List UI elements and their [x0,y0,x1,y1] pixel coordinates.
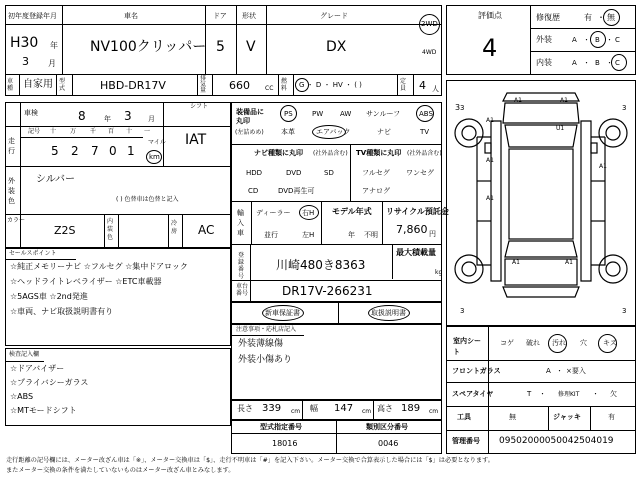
width-value: 147 [334,403,354,414]
navi-option: SD [324,169,334,177]
mileage-header-cell: 十 [50,128,57,135]
int-a: A [572,59,577,67]
seat-label: 室内シート [453,337,481,356]
reg-era: H30 [10,35,39,51]
ext-a: A [572,36,577,44]
handle-left: 左H [302,231,315,239]
inspector-note-item: ☆プライバシーガラス [10,378,89,387]
mark-a1-left-rear: A1 [486,195,494,202]
seat-scratch-circle [598,334,617,353]
cc-unit: CC [265,85,274,92]
header-divider [6,24,441,25]
exterior-color-note: ( ) 色替車は色替と記入 [116,196,179,203]
abs-circle [416,105,434,122]
color-no-label: カラー [7,217,26,224]
sales-points-title: セールスポイント [9,250,57,257]
model-year-unit: 年 [348,231,355,239]
navi-option: HDD [246,169,263,177]
chassis-number: DR17V-266231 [282,284,373,298]
mark-a1-front-left: A1 [514,97,522,104]
tools-label: 工具 [457,413,471,421]
exterior-label: 外装色 [8,177,15,205]
inspection-year: 8 [78,109,86,123]
right-side-shape [581,121,591,281]
wheel-rl-shape [455,255,483,283]
equipment-subtitle: (左詰めめ) [235,129,264,136]
equipment-option: サンルーフ [366,110,401,118]
footer-line2: またメーター交換の条件を満たしていないものはメーター改ざん車とみなします。 [6,467,235,474]
recycle-label: リサイクル預託金 [386,207,449,216]
spare-label: スペアタイヤ [452,390,494,398]
equipment-option: PW [312,110,324,118]
recycle-unit: 円 [429,230,436,238]
windshield-shape [505,125,577,147]
capacity-value: 4 [419,79,426,92]
navi-option: DVD再生可 [278,187,315,195]
drive-4wd: 4WD [422,49,437,56]
navi-title: ナビ種類に丸印 [254,149,303,157]
plate-number: 川崎480き8363 [276,258,366,272]
equipment-option: ナビ [377,128,391,136]
mileage-digit: 7 [91,144,99,158]
spare-t: T [527,390,532,398]
car-diagram [447,81,635,325]
mileage-label: 走行 [8,137,15,155]
reg-month-suffix: 月 [48,59,56,68]
height-unit: cm [429,408,439,415]
ac-value: AC [198,223,215,237]
model-year-unknown: 不明 [364,231,378,239]
int-c: C [615,59,620,67]
length-label: 長さ [237,404,253,413]
tv-option: フルセグ [362,169,390,177]
plate-label: 登録番号 [238,252,245,280]
mark-a1-front-right: A1 [560,97,568,104]
displacement-label: 排気量 [200,75,207,94]
bracket-rl-num: 3 [460,307,465,315]
spare-missing: 欠 [610,390,617,398]
ext-dot1: ・ [583,36,590,44]
jack-value: 有 [608,413,615,421]
windshield-dot: ・ [556,367,563,375]
length-unit: cm [291,408,301,415]
navi-option: DVD [286,169,302,177]
designation-value: 18016 [272,439,298,448]
door-count: 5 [216,39,225,55]
inspector-note-item: ☆ドアバイザー [10,364,65,373]
windshield-a: A [546,367,551,375]
seat-option: 穴 [580,339,587,347]
int-dot1: ・ [583,59,590,67]
ps-circle [280,105,297,122]
seat-option: 破れ [526,339,540,347]
mark-a1-rear-left: A1 [512,259,520,266]
mileage-digit: 2 [71,144,79,158]
color-no-value: Z2S [54,224,76,237]
tools-value: 無 [509,413,516,421]
max-load-label: 最大積載量 [396,248,436,257]
capacity-label: 定員 [400,78,407,92]
mile-label: マイル [148,139,166,146]
designation-label: 型式指定番号 [260,423,302,431]
inspection-month-unit: 月 [148,115,155,123]
hood-shape [503,103,579,123]
footer-line1: 走行距離の記号欄には、メーター改ざん車は「※」、メーター交換車は「$」、走行不明車は「#」を記入下さい。メーター交換で合算表示した場合には「$」は必要となります。 [6,457,494,464]
mark-u1-roof: U1 [556,125,565,132]
ext-label: 外装 [536,35,552,44]
import-label: 輸入車 [237,209,244,237]
sales-point-item: ☆純正メモリーナビ ☆フルセグ ☆集中ドアロック [10,262,188,271]
km-label: km [149,153,160,161]
recycle-amount: 7,860 [396,223,428,236]
capacity-unit: 人 [432,85,439,93]
navi-title-note: (社外品含む) [313,150,348,157]
reg-year-suffix: 年 [50,41,58,50]
exterior-color: シルバー [36,174,76,185]
wheel-fr-shape [599,119,627,147]
mark-a1-left-door: A1 [486,157,494,164]
ext-c: C [615,36,620,44]
drive-2wd: 2WD [421,20,438,28]
tv-title: TV種類に丸印 [356,149,402,157]
row2-box [5,74,442,96]
class-label: 類別区分番号 [366,423,408,431]
int-dot2: ・ [606,59,613,67]
damage-no: 無 [607,13,615,22]
mileage-header-cell: 記号 [28,128,41,135]
max-load-unit: kg [435,269,443,276]
rear-window-shape [505,241,577,257]
mgmt-number: 09502000050042504019 [499,436,614,446]
mileage-header-cell: 千 [90,128,97,135]
usage-label: 車種 [7,78,14,92]
shift-label: シフト [190,103,209,110]
mgmt-label: 管理番号 [452,437,480,445]
score-value: 4 [482,34,498,62]
model-year-label: モデル年式 [332,207,372,216]
mark-a1-side-left: A1 [486,117,494,124]
bracket-fl-num: 3 [460,104,465,112]
height-value: 189 [401,403,421,414]
reg-date-label: 初年度登録年月 [8,12,57,20]
inspection-month: 3 [124,109,132,123]
equipment-option: エアバック [316,128,351,136]
inspector-note-item: ☆ABS [10,392,34,401]
class-value: 0046 [378,439,399,448]
jack-label: ジャッキ [553,413,581,421]
warranty-manual: 取扱説明書 [371,309,406,317]
sales-point-item: ☆車両、ナビ取扱説明書有り [10,307,114,316]
windshield-label: フロントガラス [452,367,501,375]
int-label: 内装 [536,58,552,67]
spare-dot2: ・ [592,390,599,398]
tv-option: ワンセグ [406,169,434,177]
seat-option: コゲ [500,339,514,347]
int-b: B [595,59,600,67]
mileage-header-cell: 十 [126,128,133,135]
car-name: NV100クリッパー [90,39,207,55]
seat-option: キズ [603,339,617,347]
sales-point-item: ☆ヘッドライトレベライザー ☆ETC車載器 [10,277,162,286]
caution-title: 注意事項・応札店記入 [236,326,297,333]
equipment-title: 装備品に丸印 [236,108,264,125]
shift-value: IAT [185,132,207,148]
caution-item: 外装小傷あり [238,355,293,365]
caution-item: 外装薄線傷 [238,339,284,349]
navi-option: CD [248,187,259,195]
inspection-label: 車検 [24,109,38,117]
spare-dot1: ・ [539,390,546,398]
interior-label: 内装色 [107,218,114,241]
width-label: 幅 [310,404,318,413]
mark-a1-right-door: A1 [599,163,607,170]
mileage-header-cell: 一 [144,128,151,135]
equipment-option: ABS [419,110,433,118]
roof-shape [509,149,573,239]
fuel-options: G ・ D ・ HV ・ ( ) [299,81,362,89]
warranty-new-car: 新車保証書 [265,309,300,317]
model-label: 型式 [59,78,66,92]
width-unit: cm [362,408,372,415]
door-label: ドア [213,12,227,20]
tv-title-note: (社外品含む) [407,150,442,157]
body-shape: V [246,39,256,55]
bracket-rr-num: 3 [622,307,627,315]
handle-right: 右H [302,209,315,217]
bracket-fr-num: 3 [622,104,627,112]
height-label: 高さ [377,404,393,413]
bracket-fl: 3 [455,103,461,112]
spare-kit: 修理KIT [558,391,580,398]
rear-bumper-shape [503,287,579,297]
seat-option: 汚れ [552,339,566,347]
mileage-header-cell: 百 [108,128,115,135]
airbag-circle [312,125,346,139]
damage-label: 修復歴 [536,13,560,22]
sales-point-item: ☆5AGS車 ☆2nd発進 [10,292,88,301]
grade-label: グレード [320,12,348,20]
length-value: 339 [262,403,282,414]
equipment-option: TV [420,128,430,136]
shape-label: 形状 [242,12,256,20]
fuel-label: 燃料 [281,78,288,92]
wheel-fl-shape [455,119,483,147]
import-dealer: ディーラー [256,209,291,217]
seat-stain-circle [548,334,567,353]
score-label: 評価点 [478,11,502,20]
ac-label: 冷房 [171,220,178,235]
tv-option: アナログ [362,187,390,195]
grade-value: DX [326,39,347,55]
mileage-digit: 1 [127,144,135,158]
ext-b: B [595,36,600,44]
import-parallel: 並行 [264,231,278,239]
reg-month: 3 [22,55,29,68]
windshield-required: ×要入 [566,367,586,375]
mileage-digit: 5 [51,144,59,158]
equipment-option: 本革 [281,128,295,136]
equipment-option: PS [284,110,293,118]
damage-yes: 有 [584,13,592,22]
mark-a1-rear-right: A1 [565,259,573,266]
wheel-rr-shape [599,255,627,283]
car-name-label: 車名 [124,12,138,20]
model-value: HBD-DR17V [100,79,166,92]
chassis-label: 車台番号 [236,283,249,297]
inspector-notes-title: 検査記入欄 [9,351,40,358]
mileage-digit: 0 [109,144,117,158]
ext-dot2: ・ [606,36,613,44]
displacement-value: 660 [229,79,250,92]
equipment-option: AW [340,110,352,118]
inspection-year-unit: 年 [104,115,111,123]
mileage-header-cell: 万 [70,128,77,135]
damage-dot: ・ [597,13,605,22]
inspector-note-item: ☆MTモードシフト [10,406,77,415]
usage-value: 自家用 [23,79,53,90]
